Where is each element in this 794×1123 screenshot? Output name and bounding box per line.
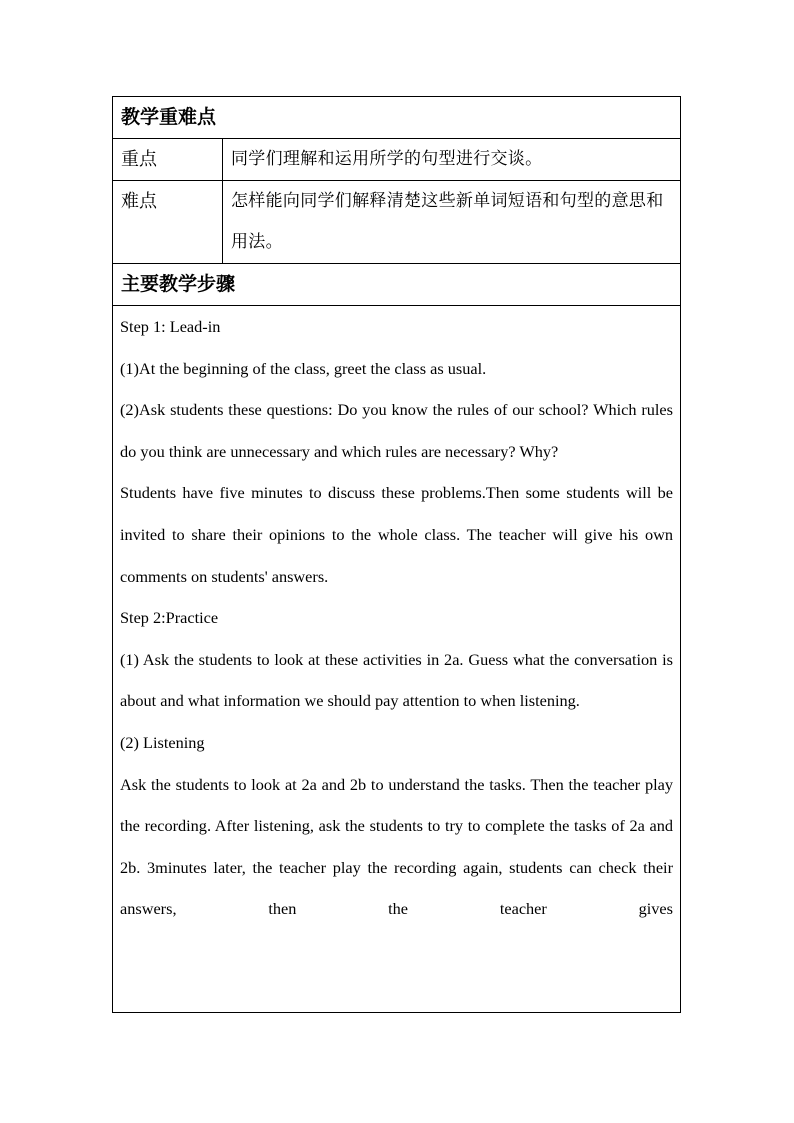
difficulty-row: [113, 181, 681, 264]
step-2-item-1: (1) Ask the students to look at these activities in 2a. Guess what the conversation is about and what information we should pay attention to when listening.: [120, 649, 673, 711]
step-1-discussion: Students have five minutes to discuss these problems.Then some students will be invited to share their opinions to the whole class. The teacher will give his own comments on students' answers.: [120, 483, 673, 586]
step-2-item-2-heading: (2) Listening: [120, 732, 205, 752]
step-1-item-1: (1)At the beginning of the class, greet the class as usual.: [120, 358, 487, 378]
difficulties-section-title: 教学重难点: [113, 97, 681, 139]
step-2-heading: Step 2:Practice: [120, 608, 219, 628]
steps-content-row: [113, 306, 681, 1013]
focus-row: [113, 139, 681, 181]
difficulties-header-row: [113, 97, 681, 139]
step-2-listening-text: Ask the students to look at 2a and 2b to understand the tasks. Then the teacher play the recording. After listening, ask the students to try to complete the tasks of 2a and 2b. 3minutes later, the teacher play the recording again, students can check their answers, then the teacher gives: [120, 774, 673, 919]
focus-label: 重点: [113, 139, 223, 181]
steps-header-row: [113, 264, 681, 306]
step-1-heading: Step 1: Lead-in: [120, 317, 221, 336]
difficulty-text: 怎样能向同学们解释清楚这些新单词短语和句型的意思和用法。: [223, 181, 681, 264]
lesson-plan-table: [112, 96, 681, 1013]
steps-section-title: 主要教学步骤: [113, 264, 681, 306]
steps-content: [113, 306, 681, 1013]
focus-text: 同学们理解和运用所学的句型进行交谈。: [223, 139, 681, 181]
difficulty-label: 难点: [113, 181, 223, 264]
step-1-item-2: (2)Ask students these questions: Do you know the rules of our school? Which rules do you think are unnecessary and which rules are necessary? Why?: [120, 400, 673, 461]
